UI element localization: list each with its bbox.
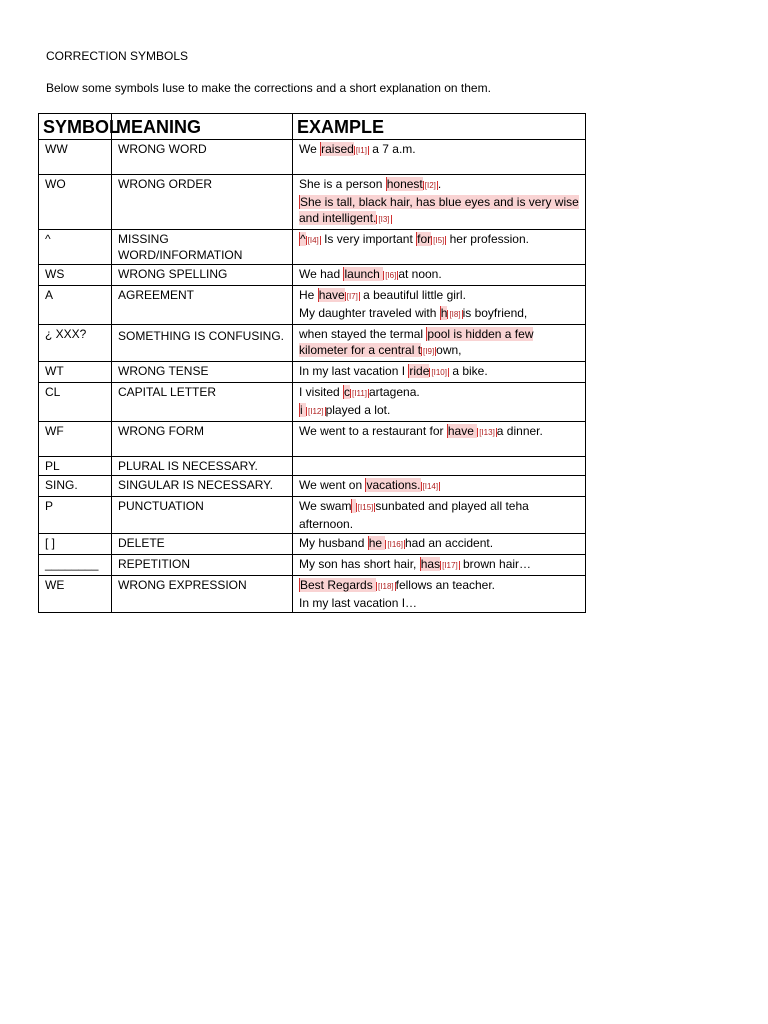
table-row	[39, 383, 586, 422]
example-text: own,	[436, 343, 462, 357]
comment-marker[interactable]: [I3]	[378, 215, 390, 224]
symbol-cell: WO	[39, 175, 112, 230]
header-meaning: MEANING	[112, 114, 293, 140]
highlighted-error: ride	[409, 364, 430, 378]
example-cell	[293, 286, 586, 325]
comment-marker[interactable]: [I13]	[479, 428, 495, 437]
symbol-cell: WE	[39, 576, 112, 613]
symbol-cell: ________	[39, 555, 112, 576]
table-row	[39, 476, 586, 497]
comment-marker[interactable]: [I10]	[431, 368, 447, 377]
comment-marker[interactable]: [I1]	[355, 146, 367, 155]
example-cell	[293, 476, 586, 497]
example-text: My daughter traveled with	[299, 306, 440, 320]
table-row	[39, 230, 586, 265]
highlighted-error: h	[440, 306, 448, 320]
comment-marker[interactable]: [I8]	[449, 310, 461, 319]
highlighted-error: She is tall, black hair, has blue eyes and is very wise and intelligent.	[299, 195, 579, 225]
symbol-cell: P	[39, 497, 112, 534]
comment-marker[interactable]: [I15]	[357, 503, 374, 512]
table-row	[39, 497, 586, 534]
meaning-cell: WRONG WORD	[112, 140, 293, 175]
example-text: when stayed the termal	[299, 327, 427, 341]
example-text: sunbated and played all teha afternoon.	[299, 499, 529, 531]
meaning-cell: WRONG TENSE	[112, 362, 293, 383]
comment-marker[interactable]: [I2]	[424, 181, 436, 190]
example-text: a 7 a.m.	[368, 142, 416, 156]
highlighted-error: honest	[386, 177, 423, 191]
example-cell	[293, 555, 586, 576]
symbol-cell: ^	[39, 230, 112, 265]
meaning-cell: PUNCTUATION	[112, 497, 293, 534]
symbol-cell: [ ]	[39, 534, 112, 555]
example-text: a bike.	[448, 364, 488, 378]
example-text: My son has short hair,	[299, 557, 420, 571]
comment-marker[interactable]: [I7]	[346, 292, 358, 301]
example-text: Is very important	[320, 232, 417, 246]
symbol-cell: SING.	[39, 476, 112, 497]
example-cell	[293, 265, 586, 286]
comment-marker[interactable]: [I6]	[385, 271, 397, 280]
highlighted-error: c	[344, 385, 351, 399]
symbol-cell: WF	[39, 422, 112, 457]
highlighted-error: vacations.	[366, 478, 421, 492]
table-row	[39, 555, 586, 576]
highlighted-error: pool is hidden a few kilometer for a central t	[299, 327, 534, 357]
comment-marker[interactable]: [I14]	[422, 482, 439, 491]
example-text: I visited	[299, 385, 344, 399]
symbol-cell: WW	[39, 140, 112, 175]
highlighted-error: ^	[300, 232, 306, 246]
comment-marker[interactable]: [I5]	[433, 236, 445, 245]
meaning-cell: CAPITAL LETTER	[112, 383, 293, 422]
example-text: In my last vacation I	[299, 364, 409, 378]
highlighted-error: Best Regards	[300, 578, 377, 592]
example-text: is boyfriend,	[462, 306, 528, 320]
comment-marker[interactable]: [I18]	[378, 582, 394, 591]
example-cell	[293, 457, 586, 476]
comment-marker[interactable]: [I12]	[308, 407, 324, 416]
highlighted-error: raised	[321, 142, 354, 156]
example-text: We went on	[299, 478, 366, 492]
meaning-cell: DELETE	[112, 534, 293, 555]
example-cell	[293, 175, 586, 230]
table-row	[39, 140, 586, 175]
example-text: fellows an teacher.	[395, 578, 496, 592]
comment-marker[interactable]: [I4]	[307, 236, 319, 245]
example-text: at noon.	[398, 267, 442, 281]
table-row	[39, 576, 586, 613]
comment-marker[interactable]: [I9]	[423, 347, 435, 356]
example-cell	[293, 230, 586, 265]
example-text: We swam	[299, 499, 352, 513]
meaning-cell: SINGULAR IS NECESSARY.	[112, 476, 293, 497]
table-row	[39, 422, 586, 457]
example-cell	[293, 325, 586, 362]
header-symbol: SYMBOL	[39, 114, 112, 140]
example-text: She is a person	[299, 177, 386, 191]
example-text: brown hair…	[459, 557, 532, 571]
example-cell	[293, 497, 586, 534]
meaning-cell: WRONG SPELLING	[112, 265, 293, 286]
highlighted-error: have	[447, 424, 478, 438]
highlighted-error: have	[318, 288, 345, 302]
example-text: a dinner.	[496, 424, 543, 438]
table-header-row	[39, 114, 586, 140]
example-cell	[293, 383, 586, 422]
meaning-cell: SOMETHING IS CONFUSING.	[112, 325, 293, 362]
example-cell	[293, 140, 586, 175]
intro-text: Below some symbols Iuse to make the corrections and a short explanation on them.	[46, 81, 491, 95]
example-text: My husband	[299, 536, 368, 550]
example-cell	[293, 576, 586, 613]
meaning-cell: MISSING WORD/INFORMATION	[112, 230, 293, 265]
comment-marker[interactable]: [I17]	[442, 561, 458, 570]
meaning-cell: REPETITION	[112, 555, 293, 576]
meaning-cell: PLURAL IS NECESSARY.	[112, 457, 293, 476]
symbol-cell: CL	[39, 383, 112, 422]
example-text: a beautiful little girl.	[359, 288, 466, 302]
highlighted-error: has	[420, 557, 441, 571]
document-title: CORRECTION SYMBOLS	[46, 49, 189, 63]
example-text: her profession.	[446, 232, 529, 246]
meaning-cell: WRONG EXPRESSION	[112, 576, 293, 613]
table-row	[39, 362, 586, 383]
table-row	[39, 265, 586, 286]
comment-marker[interactable]: [I11]	[352, 389, 367, 398]
comment-marker[interactable]: [I16]	[387, 540, 403, 549]
table-row	[39, 457, 586, 476]
symbol-cell: WT	[39, 362, 112, 383]
symbol-cell: A	[39, 286, 112, 325]
table-row	[39, 175, 586, 230]
symbol-cell: ¿ XXX?	[39, 325, 112, 362]
example-text: We had	[299, 267, 344, 281]
example-text: We	[299, 142, 321, 156]
symbol-cell: WS	[39, 265, 112, 286]
symbol-cell: PL	[39, 457, 112, 476]
example-text: We went to a restaurant for	[299, 424, 447, 438]
meaning-cell: WRONG FORM	[112, 422, 293, 457]
highlighted-error: for	[417, 232, 432, 246]
example-cell	[293, 362, 586, 383]
highlighted-error: he	[368, 536, 386, 550]
correction-symbols-table	[38, 113, 586, 613]
highlighted-error: launch	[344, 267, 384, 281]
example-cell	[293, 422, 586, 457]
meaning-cell: AGREEMENT	[112, 286, 293, 325]
example-text: .	[437, 177, 442, 191]
example-cell	[293, 534, 586, 555]
example-text: He	[299, 288, 318, 302]
table-row	[39, 534, 586, 555]
example-text: had an accident.	[404, 536, 494, 550]
highlighted-error: i	[300, 403, 306, 417]
table-row	[39, 325, 586, 362]
example-text: artagena.	[369, 385, 420, 399]
header-example: EXAMPLE	[293, 114, 586, 140]
table-row	[39, 286, 586, 325]
example-text: In my last vacation I…	[299, 596, 418, 610]
meaning-cell: WRONG ORDER	[112, 175, 293, 230]
example-text: played a lot.	[325, 403, 391, 417]
